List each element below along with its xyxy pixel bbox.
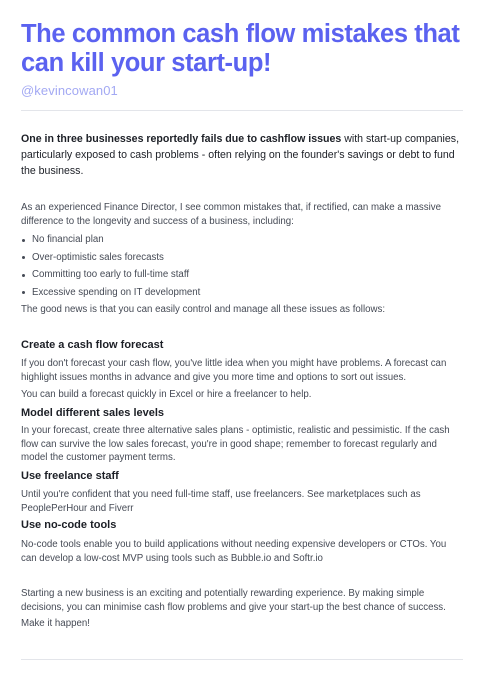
section-heading-freelance: Use freelance staff [21, 470, 119, 482]
list-item [21, 266, 463, 284]
list-item-text: Over-optimistic sales forecasts [32, 251, 164, 263]
header-divider [21, 110, 463, 111]
mistakes-list [21, 231, 463, 301]
bullet-icon [22, 256, 25, 259]
intro-bold-statement: One in three businesses reportedly fails due to cashflow issues [21, 133, 342, 145]
intro-paragraph [21, 131, 463, 179]
closing-call-to-action: Make it happen! [21, 618, 90, 629]
page-title: The common cash flow mistakes that can kill your start-up! [21, 20, 460, 77]
section-heading-forecast: Create a cash flow forecast [21, 339, 164, 351]
bullet-icon [22, 239, 25, 242]
section-paragraph: No-code tools enable you to build applications without needing expensive developers or CTOs. You can develop a low-cost MVP using tools such as Bubble.io and Softr.io [21, 539, 447, 564]
list-item-text: Excessive spending on IT development [32, 286, 201, 298]
bullet-icon [22, 274, 25, 277]
section-heading-no-code: Use no-code tools [21, 519, 117, 531]
section-paragraph: In your forecast, create three alternative sales plans - optimistic, realistic and pessimistic. If the cash flow can survive the low sales forecast, you're in good shape; remember to forecast regularly and model the customer payment terms. [21, 425, 450, 463]
section-heading-sales-levels: Model different sales levels [21, 407, 165, 419]
section-paragraph: If you don't forecast your cash flow, you've little idea when you might have problems. A forecast can highlight issues months in advance and give you more time and options to sort out issues. [21, 358, 447, 383]
section-paragraph: You can build a forecast quickly in Excel or hire a freelancer to help. [21, 389, 312, 400]
closing-paragraph: Starting a new business is an exciting and potentially rewarding experience. By making simple decisions, you can minimise cash flow problems and give your start-up the best chance of success. [21, 588, 446, 613]
footer-divider [21, 659, 463, 660]
list-item-text: No financial plan [32, 234, 104, 245]
list-item [21, 249, 463, 267]
intro-rest: with start-up companies, particularly exposed to cash problems - often relying on the founder's savings or debt to fund the business. [21, 133, 460, 177]
list-item [21, 231, 463, 249]
context-paragraph: As an experienced Finance Director, I see common mistakes that, if rectified, can make a massive difference to the longevity and success of a business, including: [21, 202, 441, 227]
good-news-paragraph: The good news is that you can easily control and manage all these issues as follows: [21, 304, 386, 315]
bullet-icon [22, 291, 25, 294]
section-paragraph: Until you're confident that you need full-time staff, use freelancers. See marketplaces such as PeoplePerHour and Fiverr [21, 489, 421, 514]
list-item [21, 284, 463, 302]
list-item-text: Committing too early to full-time staff [32, 269, 190, 280]
author-handle: @kevincowan01 [21, 83, 118, 98]
